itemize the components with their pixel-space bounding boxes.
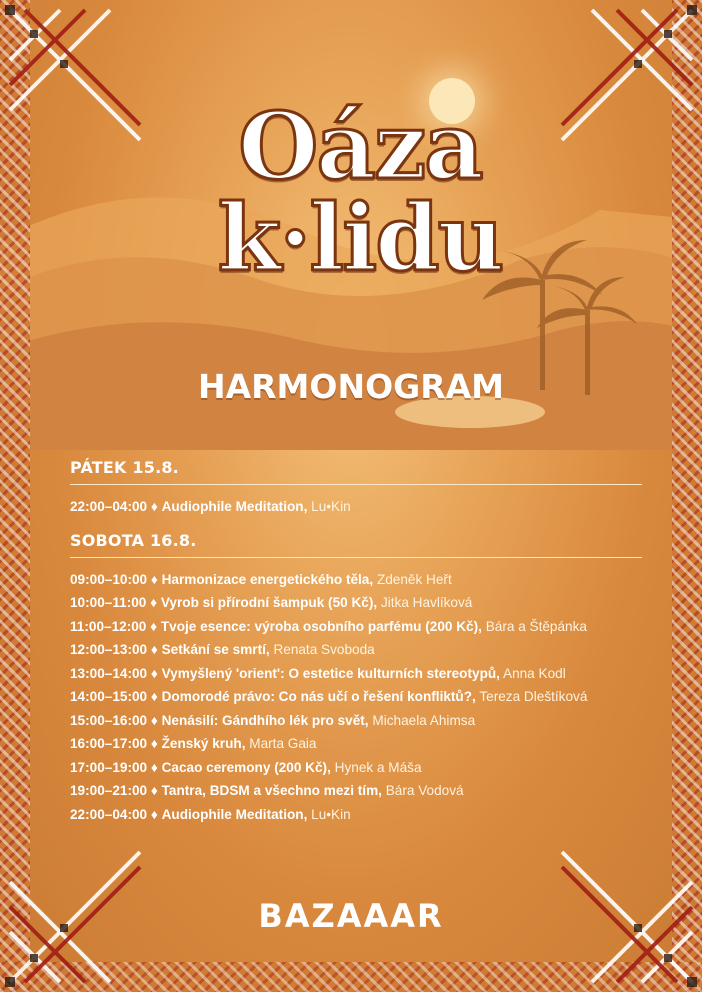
entry-host: Marta Gaia — [249, 736, 317, 751]
entry-event: Vymyšlený 'orient': O estetice kulturních stereotypů, — [161, 665, 500, 681]
diamond-separator: ♦ — [150, 712, 158, 728]
corner-ornament-top-left — [0, 0, 150, 150]
title-line-2: k·lidu — [217, 184, 503, 292]
day-block — [70, 458, 642, 519]
schedule — [70, 458, 642, 838]
entry-host: Bára a Štěpánka — [485, 618, 587, 634]
entry-host: Hynek a Máša — [334, 759, 422, 775]
entry-time: 13:00–14:00 — [70, 665, 148, 681]
schedule-entry — [70, 591, 642, 615]
schedule-entry — [70, 732, 642, 756]
day-block — [70, 531, 642, 827]
schedule-entry — [70, 756, 642, 780]
schedule-entry — [70, 568, 642, 592]
diamond-separator: ♦ — [150, 595, 158, 610]
entry-event: Nenásilí: Gándhího lék pro svět, — [161, 712, 369, 728]
entry-time: 17:00–19:00 — [70, 759, 148, 775]
poster-subtitle: HARMONOGRAM — [197, 367, 504, 406]
bazaaar-logo: BAZAAAR — [258, 897, 444, 935]
entry-host: Jitka Havlíková — [380, 595, 473, 610]
entry-event: Ženský kruh, — [161, 736, 246, 751]
entry-time: 15:00–16:00 — [70, 712, 148, 728]
diamond-separator: ♦ — [150, 571, 158, 587]
schedule-entry — [70, 779, 642, 803]
entry-event: Vyrob si přírodní šampuk (50 Kč), — [160, 595, 378, 610]
title-line-1: Oáza — [238, 92, 482, 200]
entry-host: Michaela Ahimsa — [372, 712, 476, 728]
entry-event: Audiophile Meditation, — [161, 499, 308, 514]
diamond-separator: ♦ — [150, 759, 158, 775]
entry-host: Renata Svoboda — [273, 642, 375, 657]
poster-title — [150, 92, 570, 292]
diamond-separator: ♦ — [150, 689, 158, 704]
diamond-separator: ♦ — [150, 783, 158, 798]
diamond-separator: ♦ — [150, 499, 158, 514]
entry-time: 16:00–17:00 — [70, 736, 148, 751]
entry-time: 11:00–12:00 — [70, 618, 147, 634]
schedule-entry — [70, 662, 642, 686]
entry-event: Audiophile Meditation, — [161, 806, 308, 822]
diamond-separator: ♦ — [150, 736, 158, 751]
schedule-list — [70, 558, 642, 827]
diamond-separator: ♦ — [150, 665, 158, 681]
schedule-entry — [70, 709, 642, 733]
entry-time: 22:00–04:00 — [70, 499, 148, 514]
day-heading: PÁTEK 15.8. — [70, 458, 642, 485]
schedule-entry — [70, 638, 642, 662]
entry-time: 14:00–15:00 — [70, 689, 148, 704]
entry-time: 12:00–13:00 — [70, 642, 148, 657]
entry-host: Bára Vodová — [385, 783, 464, 798]
entry-event: Harmonizace energetického těla, — [161, 571, 374, 587]
schedule-entry — [70, 615, 642, 639]
entry-event: Domorodé právo: Co nás učí o řešení konfliktů?, — [161, 689, 476, 704]
schedule-entry — [70, 495, 642, 519]
day-heading: SOBOTA 16.8. — [70, 531, 642, 558]
entry-host: Zdeněk Heřt — [376, 571, 452, 587]
entry-event: Tantra, BDSM a všechno mezi tím, — [161, 783, 382, 798]
entry-time: 09:00–10:00 — [70, 571, 148, 587]
entry-host: Tereza Dleštíková — [479, 689, 588, 704]
schedule-entry — [70, 803, 642, 827]
entry-time: 22:00–04:00 — [70, 806, 148, 822]
corner-ornament-top-right — [552, 0, 702, 150]
entry-host: Anna Kodl — [503, 665, 566, 681]
diamond-separator: ♦ — [150, 642, 158, 657]
schedule-entry — [70, 685, 642, 709]
entry-time: 19:00–21:00 — [70, 783, 148, 798]
entry-event: Setkání se smrtí, — [161, 642, 270, 657]
diamond-separator: ♦ — [150, 618, 158, 634]
entry-time: 10:00–11:00 — [70, 595, 147, 610]
entry-event: Tvoje esence: výroba osobního parfému (200 Kč), — [160, 618, 482, 634]
entry-host: Lu•Kin — [311, 499, 351, 514]
schedule-list — [70, 485, 642, 519]
entry-event: Cacao ceremony (200 Kč), — [161, 759, 331, 775]
entry-host: Lu•Kin — [311, 806, 351, 822]
diamond-separator: ♦ — [150, 806, 158, 822]
